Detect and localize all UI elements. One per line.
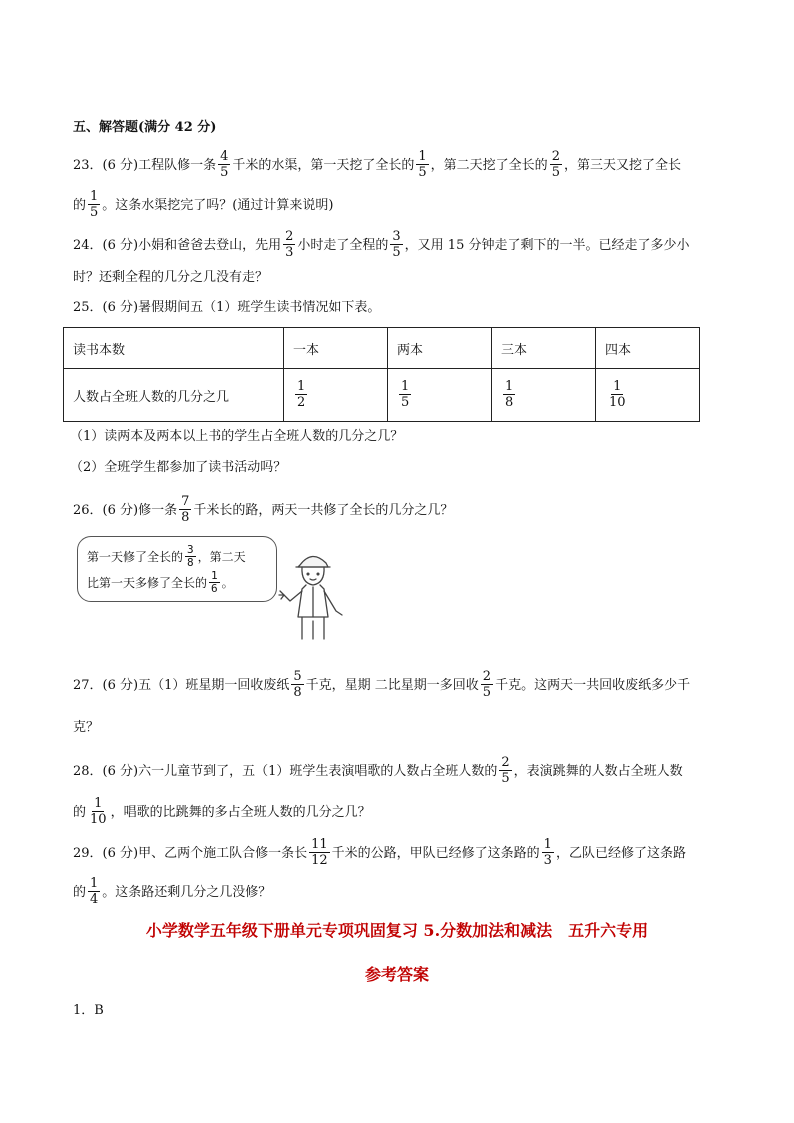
numerator: 1 [543, 837, 552, 852]
table-header-cell: 四本 [596, 328, 700, 369]
denominator: 5 [220, 165, 229, 180]
q27-text-b: 千克，星期 二比星期一多回收 [305, 678, 479, 693]
numerator: 3 [187, 543, 194, 556]
question-29-line-2 [73, 877, 271, 908]
fraction-2-5 [550, 149, 562, 180]
q23-text-a: 23．(6 分)工程队修一条 [73, 158, 217, 173]
numerator: 1 [94, 796, 103, 811]
q29-text-d: 的 [73, 885, 87, 900]
question-27-line-1 [73, 670, 690, 701]
table-cell [492, 369, 596, 422]
fraction-1-6 [209, 570, 220, 595]
denominator: 10 [609, 394, 626, 410]
denominator: 3 [285, 245, 294, 260]
table-header-cell: 读书本数 [64, 328, 284, 369]
answer-1: 1．B [73, 1003, 104, 1018]
fraction-4-5 [218, 149, 230, 180]
fraction-1-10 [88, 796, 109, 827]
question-24-line-1 [73, 230, 689, 261]
section-title: 五、解答题(满分 42 分) [73, 120, 217, 135]
question-28-line-1 [73, 756, 683, 787]
bubble-text: ，第二天 [197, 550, 246, 564]
question-25-sub-1: （1）读两本及两本以上书的学生占全班人数的几分之几？ [70, 429, 404, 444]
q28-text-c: 的 [73, 805, 87, 820]
bubble-line-2 [87, 571, 234, 596]
numerator: 2 [551, 149, 560, 164]
fraction-1-2 [295, 379, 307, 410]
table-cell [284, 369, 388, 422]
q27-text-c: 千克。这两天一共回收废纸多少千 [495, 678, 691, 693]
numerator: 3 [392, 229, 401, 244]
fraction-2-5 [499, 755, 511, 786]
q24-text-a: 24．(6 分)小娟和爸爸去登山，先用 [73, 238, 282, 253]
bubble-line-1 [87, 545, 246, 570]
table-row [64, 369, 700, 422]
q24-text-b: 小时走了全程的 [297, 238, 389, 253]
question-25-sub-2: （2）全班学生都参加了读书活动吗？ [70, 460, 287, 475]
numerator: 4 [220, 149, 229, 164]
table-row-label: 人数占全班人数的几分之几 [64, 369, 284, 422]
denominator: 5 [401, 394, 410, 410]
fraction-7-8 [179, 494, 191, 525]
q23-text-f: 。这条水渠挖完了吗？(通过计算来说明) [102, 198, 334, 213]
denominator: 5 [551, 165, 560, 180]
bubble-text: 第一天修了全长的 [87, 550, 184, 564]
question-27-line-2: 克？ [73, 720, 100, 735]
q26-text-a: 26．(6 分)修一条 [73, 503, 178, 518]
q23-text-c: ，第二天挖了全长的 [430, 158, 548, 173]
q29-text-b: 千米的公路，甲队已经修了这条路的 [331, 846, 540, 861]
question-24-line-2: 时？还剩全程的几分之几没有走？ [73, 270, 269, 285]
q28-text-d: ，唱歌的比跳舞的多占全班人数的几分之几？ [110, 805, 371, 820]
numerator: 1 [90, 189, 99, 204]
answer-section-title: 小学数学五年级下册单元专项巩固复习 5.分数加法和减法 五升六专用 [145, 921, 649, 940]
q23-text-d: ，第三天又挖了全长 [563, 158, 681, 173]
denominator: 6 [211, 582, 218, 595]
q26-text-b: 千米长的路，两天一共修了全长的几分之几？ [193, 503, 454, 518]
numerator: 1 [613, 378, 622, 394]
fraction-1-4 [88, 876, 100, 907]
fraction-1-5 [399, 379, 411, 410]
numerator: 7 [181, 494, 190, 509]
question-26-line-1 [73, 495, 453, 526]
denominator: 5 [90, 205, 99, 220]
q23-text-e: 的 [73, 198, 87, 213]
q28-text-a: 28．(6 分)六一儿童节到了，五（1）班学生表演唱歌的人数占全班人数的 [73, 764, 498, 779]
numerator: 1 [211, 569, 218, 582]
fraction-11-12 [309, 837, 330, 868]
speech-bubble [77, 536, 277, 602]
denominator: 10 [90, 812, 107, 827]
numerator: 11 [311, 837, 328, 852]
denominator: 2 [297, 394, 306, 410]
fraction-2-3 [283, 229, 295, 260]
denominator: 5 [418, 165, 427, 180]
denominator: 3 [543, 853, 552, 868]
denominator: 8 [181, 510, 190, 525]
numerator: 1 [418, 149, 427, 164]
fraction-2-5 [481, 669, 493, 700]
worker-illustration [270, 545, 352, 641]
denominator: 5 [392, 245, 401, 260]
question-23-line-1 [73, 150, 681, 181]
denominator: 8 [293, 685, 302, 700]
fraction-1-5 [88, 189, 100, 220]
numerator: 1 [90, 876, 99, 891]
fraction-3-8 [185, 544, 196, 569]
denominator: 8 [505, 394, 514, 410]
q23-text-b: 千米的水渠，第一天挖了全长的 [232, 158, 415, 173]
fraction-1-8 [503, 379, 515, 410]
answer-heading: 参考答案 [364, 965, 429, 984]
table-header-cell: 一本 [284, 328, 388, 369]
q29-text-e: 。这条路还剩几分之几没修？ [102, 885, 272, 900]
table-cell [596, 369, 700, 422]
fraction-5-8 [291, 669, 303, 700]
q29-text-a: 29．(6 分)甲、乙两个施工队合修一条长 [73, 846, 308, 861]
denominator: 8 [187, 556, 194, 569]
question-28-line-2 [73, 797, 371, 828]
numerator: 2 [482, 669, 492, 684]
denominator: 4 [90, 892, 99, 907]
table-cell [388, 369, 492, 422]
fraction-3-5 [390, 229, 402, 260]
numerator: 1 [297, 378, 306, 394]
denominator: 12 [311, 853, 328, 868]
fraction-1-5 [416, 149, 428, 180]
denominator: 5 [482, 685, 492, 700]
bubble-text: 比第一天多修了全长的 [87, 576, 208, 590]
q24-text-c: ，又用 15 分钟走了剩下的一半。已经走了多少小 [404, 238, 690, 253]
question-25-line-1: 25．(6 分)暑假期间五（1）班学生读书情况如下表。 [73, 300, 381, 315]
denominator: 5 [501, 771, 510, 786]
numerator: 1 [505, 378, 514, 394]
fraction-1-10 [607, 379, 628, 410]
table-row [64, 328, 700, 369]
q28-text-b: ，表演跳舞的人数占全班人数 [513, 764, 683, 779]
q27-text-a: 27．(6 分)五（1）班星期一回收废纸 [73, 678, 290, 693]
q29-text-c: ，乙队已经修了这条路 [555, 846, 686, 861]
numerator: 5 [293, 669, 302, 684]
fraction-1-3 [542, 837, 554, 868]
table-header-cell: 三本 [492, 328, 596, 369]
reading-table [63, 327, 700, 422]
table-header-cell: 两本 [388, 328, 492, 369]
numerator: 1 [401, 378, 410, 394]
question-23-line-2 [73, 190, 333, 221]
numerator: 2 [501, 755, 510, 770]
bubble-text: 。 [221, 576, 234, 590]
numerator: 2 [285, 229, 294, 244]
question-29-line-1 [73, 838, 686, 869]
